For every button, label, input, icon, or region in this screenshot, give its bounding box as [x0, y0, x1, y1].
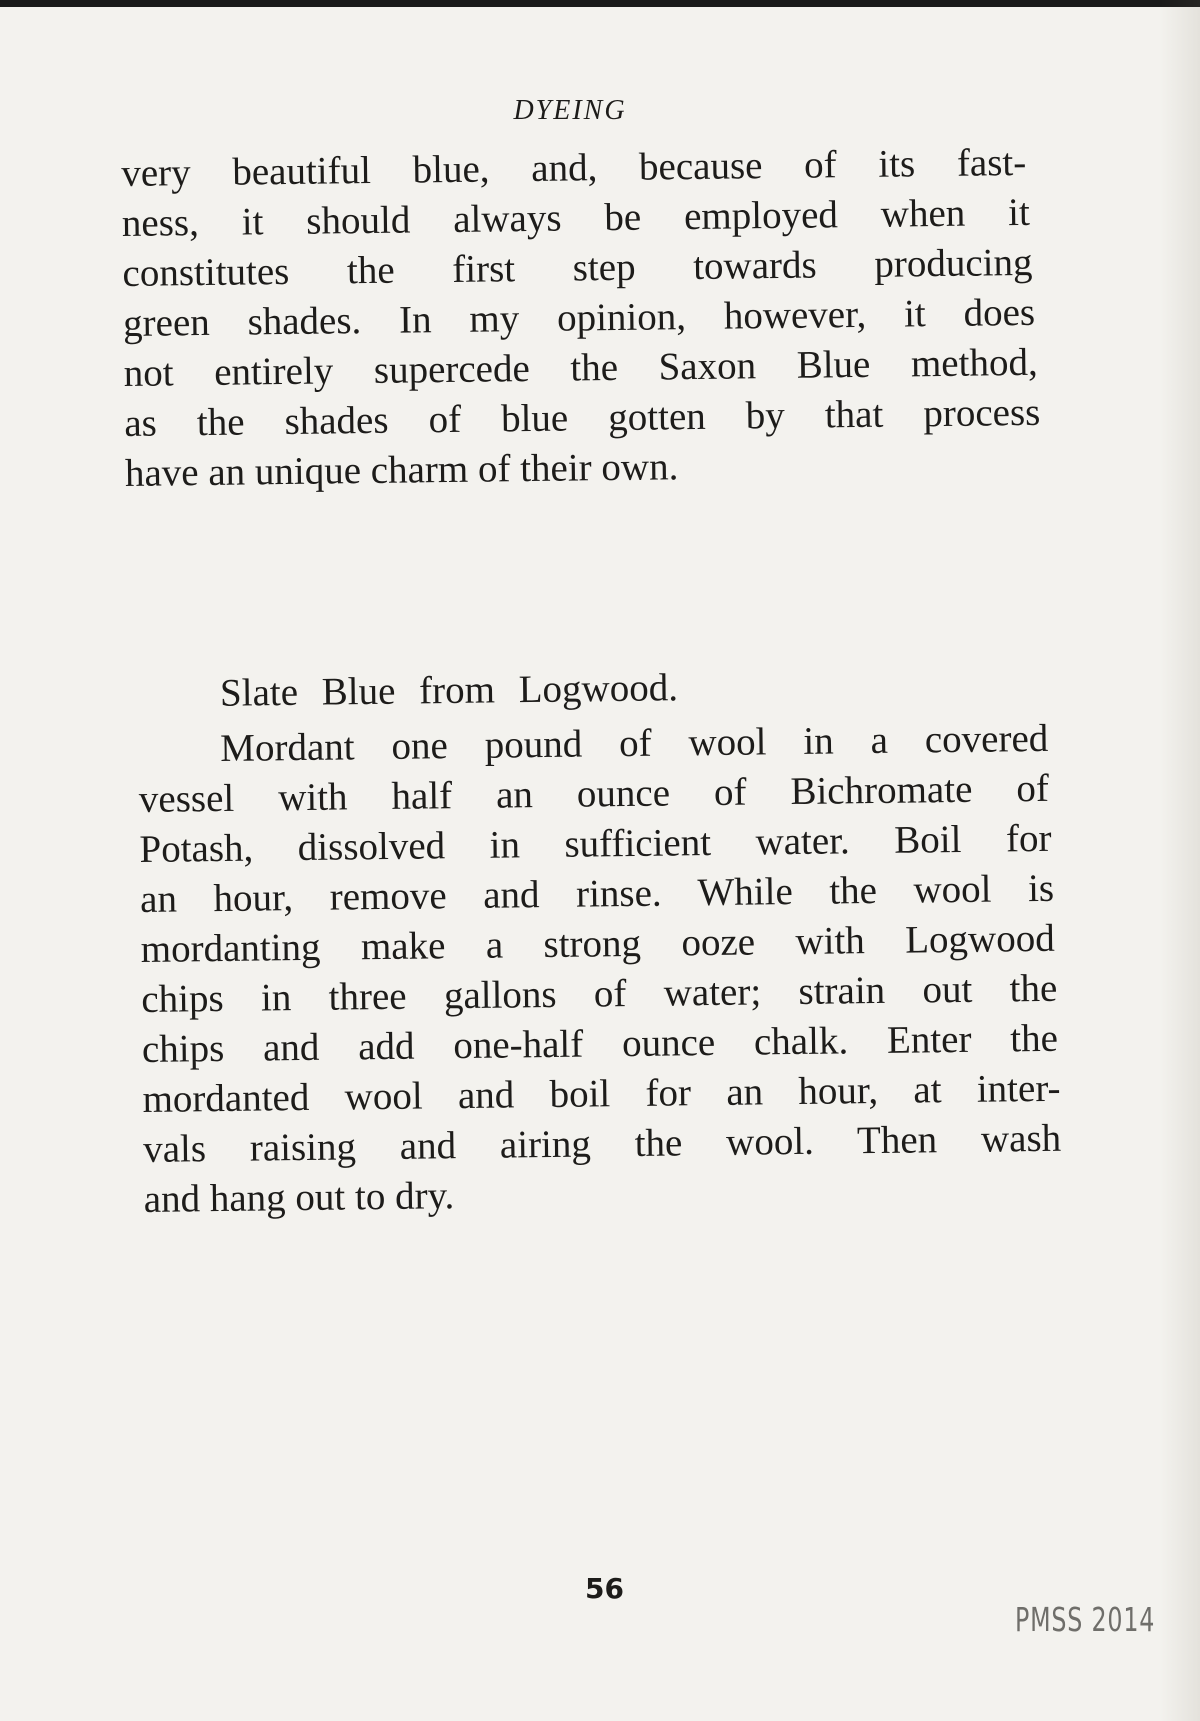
page-shadow — [1160, 0, 1200, 1721]
text-line: green shades. In my opinion, however, it does — [122, 290, 1036, 345]
text-line: Mordant one pound of wool in a covered — [220, 716, 1049, 770]
page-number: 56 — [585, 1572, 624, 1605]
text-line: ness, it should always be employed when it — [121, 190, 1031, 245]
text-line: as the shades of blue gotten by that process — [124, 390, 1041, 445]
text-line: mordanted wool and boil for an hour, at inter- — [142, 1066, 1061, 1121]
text-line: vals raising and airing the wool. Then wash — [142, 1116, 1062, 1171]
text-line: mordanting make a strong ooze with Logwood — [140, 916, 1055, 971]
watermark: PMSS 2014 — [1015, 1600, 1156, 1639]
text-line: vessel with half an ounce of Bichromate of — [138, 766, 1050, 821]
running-header: DYEING — [513, 95, 627, 126]
section-heading: Slate Blue from Logwood. — [219, 666, 679, 715]
text-line: an hour, remove and rinse. While the wool is — [139, 866, 1055, 921]
text-line: very beautiful blue, and, because of its fast- — [121, 140, 1027, 195]
text-line: have an unique charm of their own. — [124, 445, 679, 495]
text-line: chips in three gallons of water; strain out the — [141, 966, 1058, 1021]
text-line: chips and add one-half ounce chalk. Enter the — [141, 1016, 1059, 1071]
text-line: constitutes the first step towards producing — [122, 240, 1033, 295]
text-line: and hang out to dry. — [143, 1174, 455, 1221]
text-line: Potash, dissolved in sufficient water. Boil for — [139, 816, 1052, 871]
text-line: not entirely supercede the Saxon Blue method, — [123, 340, 1038, 395]
scan-edge — [0, 0, 1200, 7]
